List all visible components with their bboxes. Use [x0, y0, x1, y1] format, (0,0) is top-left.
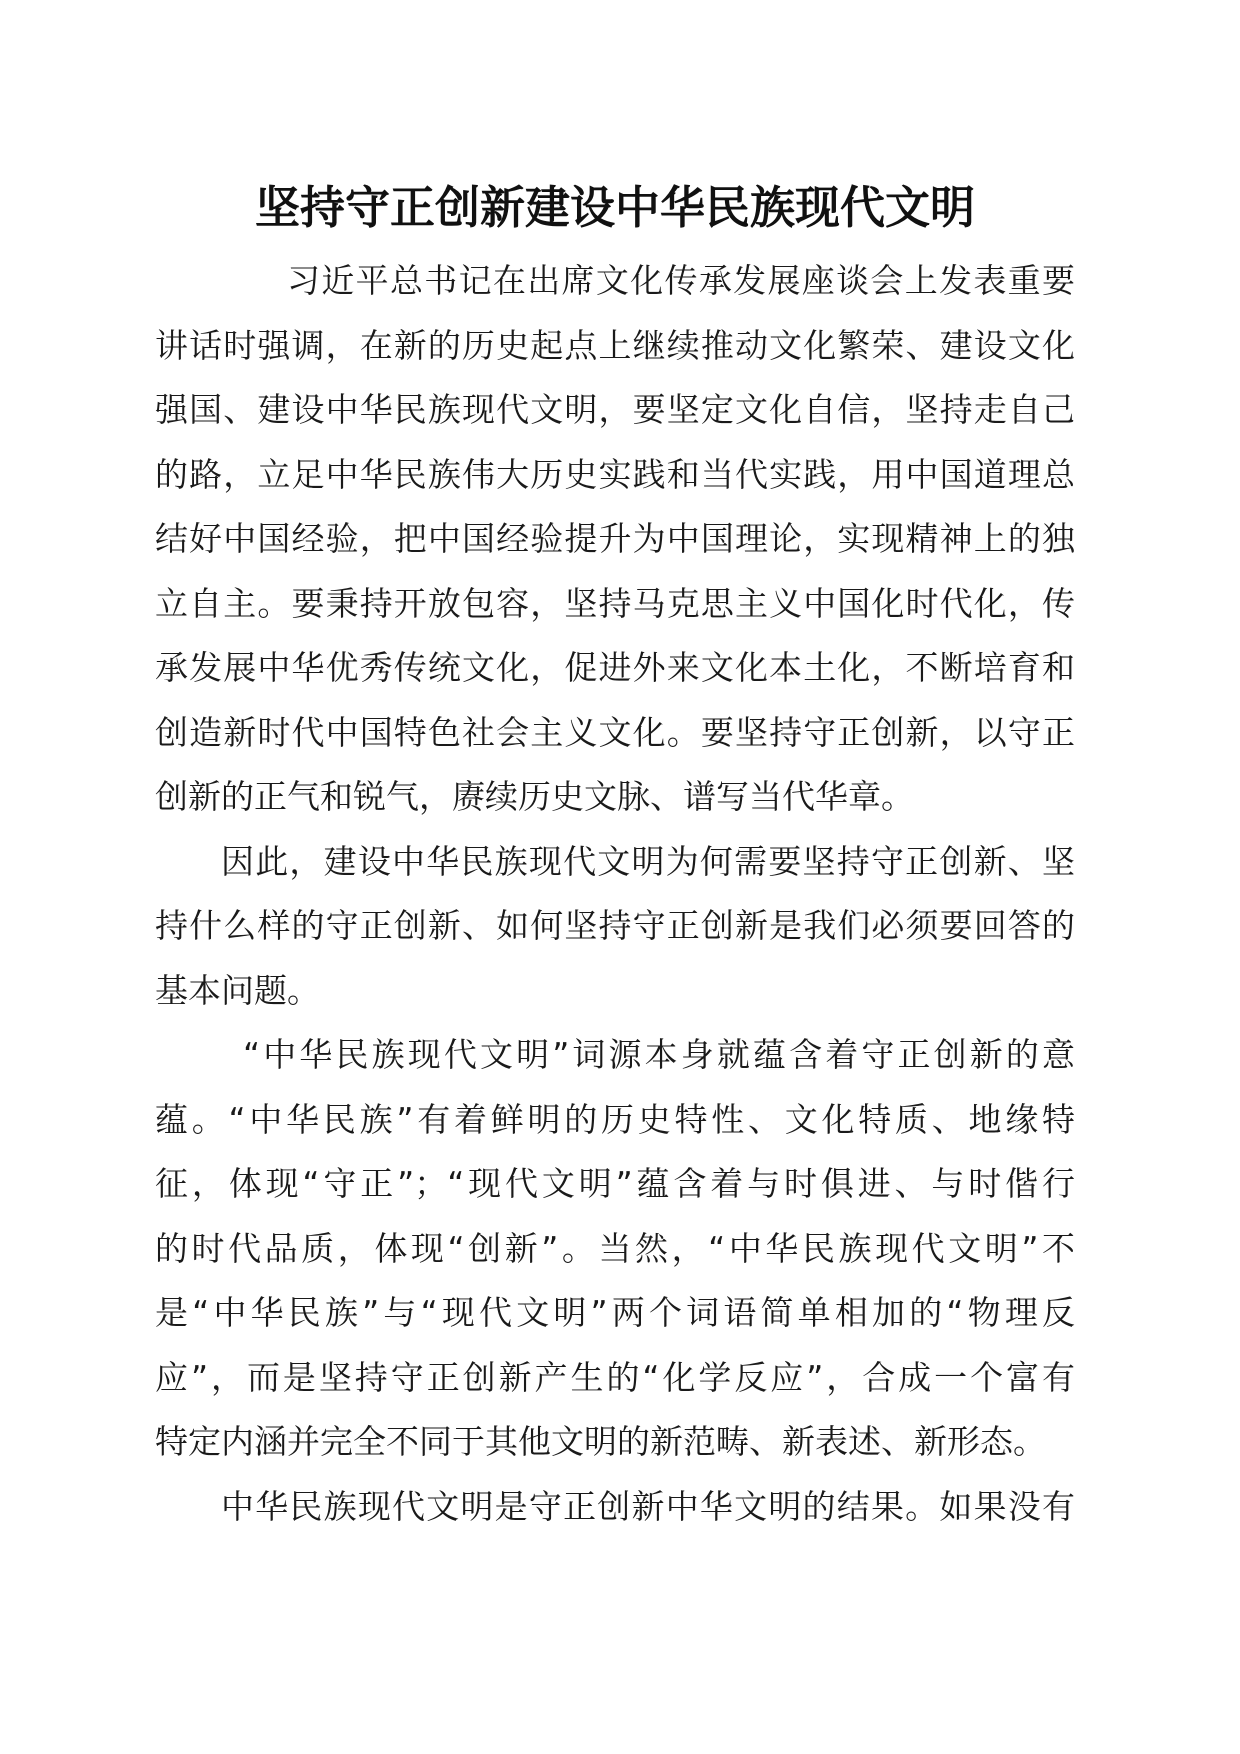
- paragraph-1-line-9: 创新的正气和锐气，赓续历史文脉、谱写当代华章。: [155, 777, 914, 816]
- paragraph-4-line-1: 中华民族现代文明是守正创新中华文明的结果。如果没有: [221, 1486, 1075, 1526]
- paragraph-1-line-8: 创造新时代中国特色社会主义文化。要坚持守正创新，以守正: [155, 712, 1075, 752]
- paragraph-1-line-6: 立自主。要秉持开放包容，坚持马克思主义中国化时代化，传: [155, 583, 1075, 623]
- paragraph-3-line-6: 应”，而是坚持守正创新产生的“化学反应”，合成一个富有: [155, 1357, 1075, 1397]
- paragraph-1-line-1: 习近平总书记在出席文化传承发展座谈会上发表重要: [287, 261, 1075, 300]
- document-body: [155, 254, 1075, 1544]
- paragraph-3-line-1: “中华民族现代文明”词源本身就蕴含着守正创新的意: [243, 1035, 1075, 1074]
- paragraph-2-line-3: 基本问题。: [155, 970, 320, 1010]
- paragraph-1-line-5: 结好中国经验，把中国经验提升为中国理论，实现精神上的独: [155, 519, 1075, 558]
- paragraph-3-line-5: 是“中华民族”与“现代文明”两个词语简单相加的“物理反: [155, 1293, 1075, 1332]
- paragraph-3-line-7: 特定内涵并完全不同于其他文明的新范畴、新表述、新形态。: [155, 1422, 1046, 1461]
- paragraph-3-line-3: 征，体现“守正”；“现代文明”蕴含着与时俱进、与时偕行: [155, 1164, 1075, 1203]
- paragraph-3-line-2: 蕴。“中华民族”有着鲜明的历史特性、文化特质、地缘特: [155, 1099, 1075, 1139]
- paragraph-2-line-2: 持什么样的守正创新、如何坚持守正创新是我们必须要回答的: [155, 906, 1075, 945]
- paragraph-1-line-3: 强国、建设中华民族现代文明，要坚定文化自信，坚持走自己: [155, 390, 1075, 429]
- document-title: 坚持守正创新建设中华民族现代文明: [254, 181, 975, 234]
- paragraph-1-line-4: 的路，立足中华民族伟大历史实践和当代实践，用中国道理总: [155, 454, 1075, 494]
- paragraph-1-line-2: 讲话时强调，在新的历史起点上继续推动文化繁荣、建设文化: [155, 325, 1075, 365]
- paragraph-3-line-4: 的时代品质，体现“创新”。当然，“中华民族现代文明”不: [155, 1228, 1075, 1268]
- paragraph-2-line-1: 因此，建设中华民族现代文明为何需要坚持守正创新、坚: [221, 841, 1075, 881]
- paragraph-1-line-7: 承发展中华优秀传统文化，促进外来文化本土化，不断培育和: [155, 648, 1075, 687]
